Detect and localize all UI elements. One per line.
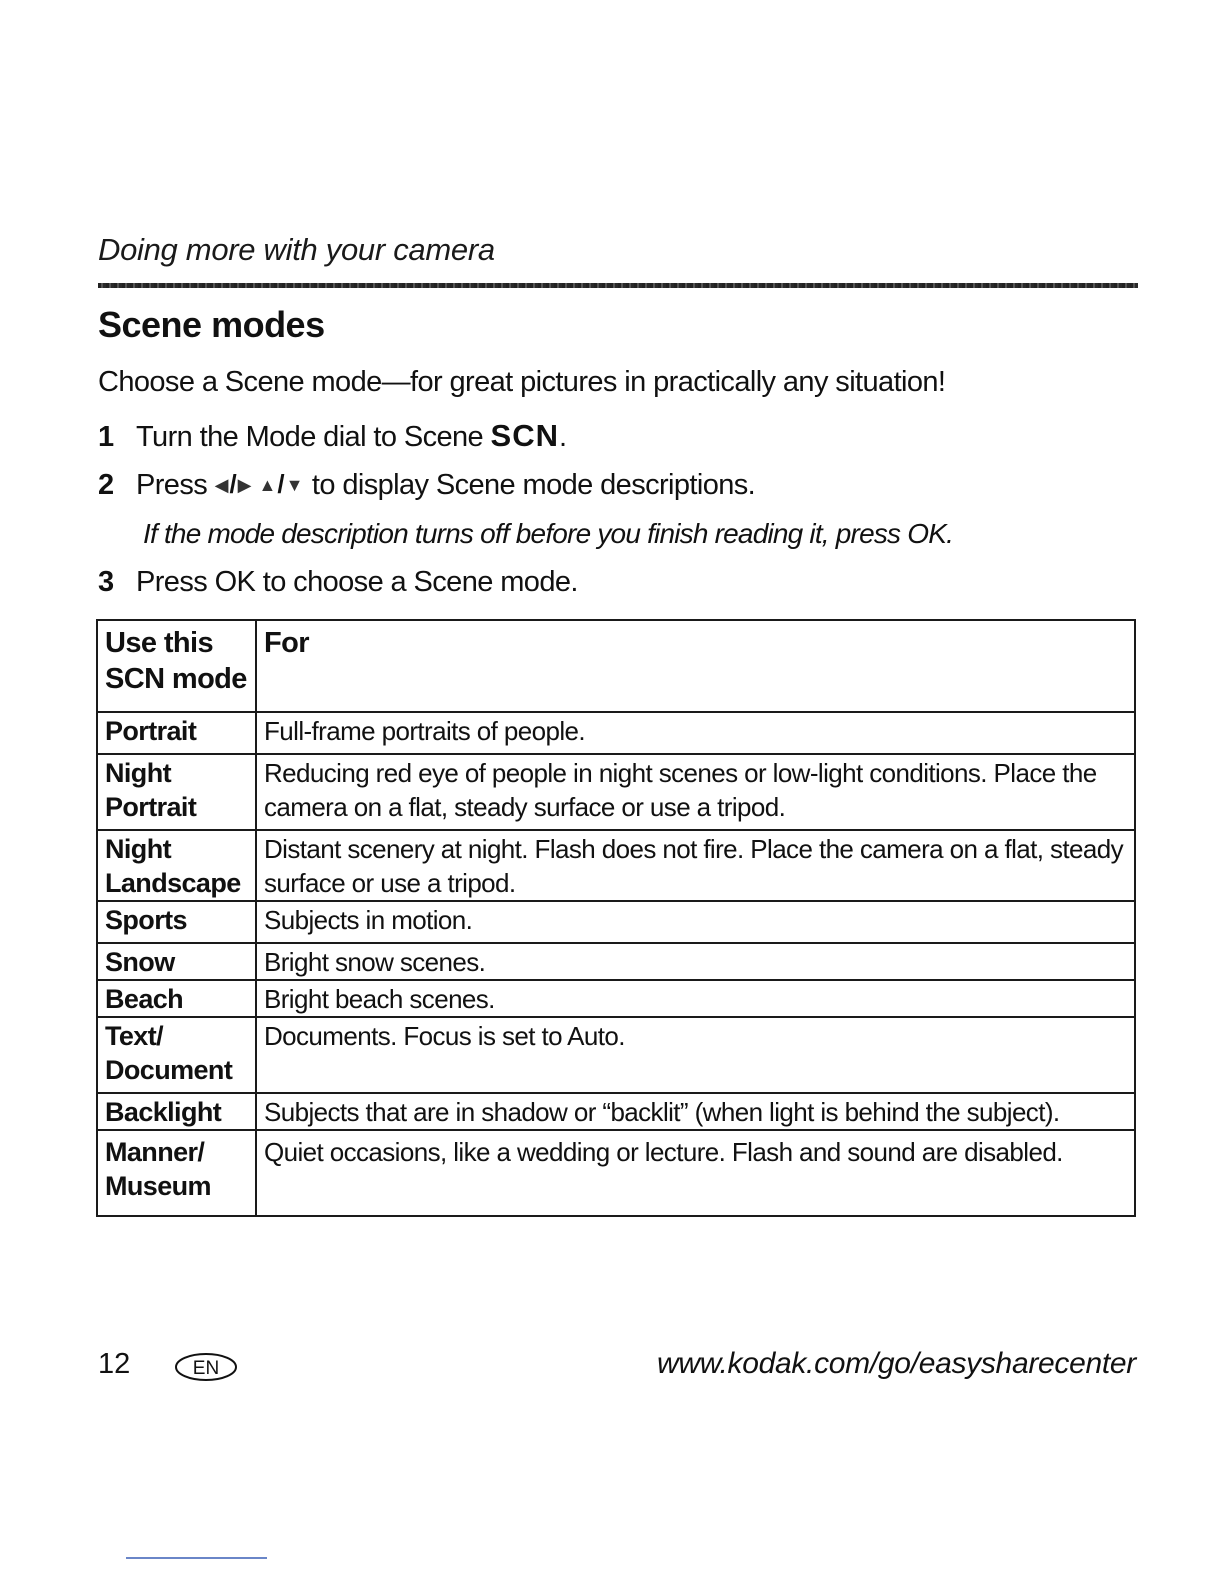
header-mode xyxy=(97,620,256,712)
description-cell: Full-frame portraits of people. xyxy=(256,712,1135,754)
mode-name: Beach xyxy=(105,984,184,1014)
left-arrow-icon: ◀ xyxy=(214,475,230,495)
description-cell: Subjects that are in shadow or “backlit” (when light is behind the subject). xyxy=(256,1093,1135,1130)
description-cell: Bright snow scenes. xyxy=(256,943,1135,980)
mode-name: Snow xyxy=(105,947,175,977)
mode-cell xyxy=(97,1093,256,1130)
mode-name: Text/ xyxy=(105,1021,164,1051)
header-description: For xyxy=(256,620,1135,712)
step-number: 2 xyxy=(98,469,114,501)
table-header-row xyxy=(97,620,1135,712)
mode-cell xyxy=(97,943,256,980)
mode-cell xyxy=(97,1130,256,1216)
mode-cell xyxy=(97,1017,256,1093)
bottom-scan-mark xyxy=(126,1557,267,1559)
right-arrow-icon: ▶ xyxy=(237,475,253,495)
description-cell: Subjects in motion. xyxy=(256,901,1135,943)
footer-url: www.kodak.com/go/easysharecenter xyxy=(657,1347,1136,1380)
description-cell: Quiet occasions, like a wedding or lecture. Flash and sound are disabled. xyxy=(256,1130,1135,1216)
step-3 xyxy=(98,566,578,599)
step-2 xyxy=(98,469,755,502)
down-arrow-icon: ▼ xyxy=(285,475,305,495)
step-text: Turn the Mode dial to Scene xyxy=(136,421,491,453)
description-cell: Reducing red eye of people in night scenes or low-light conditions. Place the camera on a flat, steady surface or use a tripod. xyxy=(256,754,1135,830)
step-number: 1 xyxy=(98,421,114,453)
mode-cell xyxy=(97,754,256,830)
table-row xyxy=(97,754,1135,830)
step-text-end: . xyxy=(558,421,567,453)
scn-mode-icon: SCN xyxy=(490,418,559,453)
table-row xyxy=(97,830,1135,901)
step-2-note: If the mode description turns off before you finish reading it, press OK. xyxy=(143,518,954,549)
language-badge-text: EN xyxy=(192,1358,220,1379)
table-row xyxy=(97,943,1135,980)
table-row xyxy=(97,980,1135,1017)
mode-cell xyxy=(97,830,256,901)
step-1 xyxy=(98,418,566,454)
arrow-buttons-icon xyxy=(214,469,305,499)
table-row xyxy=(97,712,1135,754)
mode-name: Manner/ xyxy=(105,1137,205,1167)
table-row xyxy=(97,1093,1135,1130)
page-title: Scene modes xyxy=(98,304,325,345)
mode-cell xyxy=(97,712,256,754)
mode-name-line2: Museum xyxy=(105,1171,211,1201)
step-text: Press xyxy=(136,469,215,501)
mode-name: Night xyxy=(105,834,171,864)
step-text-end: to display Scene mode descriptions. xyxy=(304,469,756,501)
section-header: Doing more with your camera xyxy=(98,232,495,267)
intro-text: Choose a Scene mode—for great pictures in practically any situation! xyxy=(98,366,946,398)
mode-name-line2: Document xyxy=(105,1055,233,1085)
scene-modes-table xyxy=(96,619,1136,1217)
up-arrow-icon: ▲ xyxy=(258,475,278,495)
description-cell: Documents. Focus is set to Auto. xyxy=(256,1017,1135,1093)
header-mode-line1: Use this xyxy=(105,627,214,659)
mode-name: Portrait xyxy=(105,716,197,746)
mode-name-line2: Landscape xyxy=(105,868,241,898)
mode-name: Night xyxy=(105,758,171,788)
description-cell: Bright beach scenes. xyxy=(256,980,1135,1017)
step-text: Press OK to choose a Scene mode. xyxy=(136,566,578,598)
language-badge-icon xyxy=(174,1352,238,1382)
slash-glyph: / xyxy=(277,469,286,499)
table-row xyxy=(97,901,1135,943)
table-row xyxy=(97,1017,1135,1093)
header-rule xyxy=(98,283,1138,288)
mode-cell xyxy=(97,901,256,943)
mode-name-line2: Portrait xyxy=(105,792,197,822)
table-row xyxy=(97,1130,1135,1216)
mode-name: Sports xyxy=(105,905,187,935)
slash-glyph: / xyxy=(229,469,238,499)
step-number: 3 xyxy=(98,566,114,598)
mode-name: Backlight xyxy=(105,1097,222,1127)
description-cell: Distant scenery at night. Flash does not fire. Place the camera on a flat, steady surface or use a tripod. xyxy=(256,830,1135,901)
header-mode-line2: SCN mode xyxy=(105,663,247,695)
mode-cell xyxy=(97,980,256,1017)
page-number: 12 xyxy=(98,1348,131,1380)
